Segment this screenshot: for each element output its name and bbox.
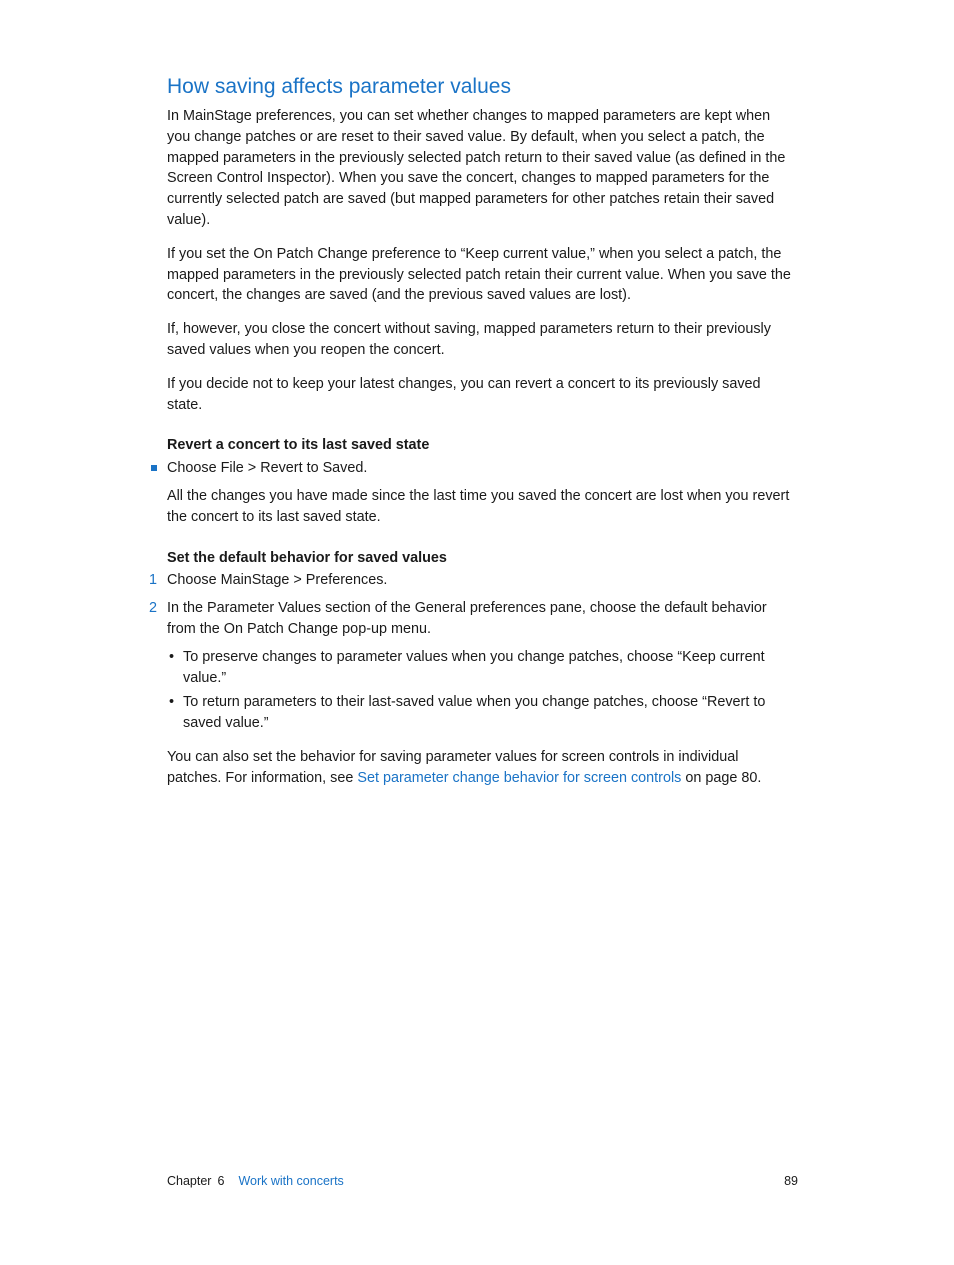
task-step-text: Choose File > Revert to Saved. — [167, 460, 368, 477]
bullet-dot-icon: • — [169, 648, 175, 665]
task-heading-revert: Revert a concert to its last saved state — [167, 437, 430, 454]
intro-paragraph-3: If, however, you close the concert without saving, mapped parameters return to their previously saved values when you reopen the concert. — [167, 321, 771, 358]
page-content — [149, 72, 792, 802]
sub-bullet-text: To preserve changes to parameter values when you change patches, choose “Keep current value.” — [183, 648, 765, 686]
task-step-revert — [167, 458, 792, 479]
bullet-dot-icon: • — [169, 694, 175, 711]
sub-bullet-revert — [169, 692, 792, 734]
task-step-1 — [149, 570, 792, 591]
closing-text-after: on page 80. — [681, 769, 762, 786]
footer-page-number: 89 — [784, 1174, 798, 1188]
sub-bullet-keep — [169, 647, 792, 689]
cross-reference-link[interactable]: Set parameter change behavior for screen controls — [357, 769, 682, 786]
task-heading-default-behavior: Set the default behavior for saved values — [167, 549, 447, 566]
closing-text-before: You can also set the behavior for saving parameter values for screen controls in individual patches. For information, see — [167, 748, 739, 786]
task-note-revert: All the changes you have made since the last time you saved the concert are lost when you revert the concert to its last saved state. — [167, 487, 790, 525]
footer-chapter-title-link[interactable]: Work with concerts — [238, 1174, 344, 1188]
intro-paragraph-4: If you decide not to keep your latest changes, you can revert a concert to its previously saved state. — [167, 375, 761, 413]
step-text: In the Parameter Values section of the General preferences pane, choose the default behavior from the On Patch Change pop-up menu. — [167, 600, 767, 637]
step-number: 1 — [149, 572, 158, 589]
footer-chapter-number: 6 — [217, 1174, 225, 1188]
square-bullet-icon — [151, 465, 157, 471]
step-number: 2 — [149, 600, 158, 617]
section-title: How saving affects parameter values — [167, 75, 511, 98]
closing-paragraph — [167, 747, 792, 789]
intro-paragraph-2: If you set the On Patch Change preference to “Keep current value,” when you select a patch, the mapped parameters in the previously selected patch retain their current value. When you save the concert, the changes are saved (and the previous saved values are lost). — [167, 245, 791, 304]
page-footer — [167, 1171, 798, 1191]
task-step-2 — [149, 598, 792, 640]
step-text: Choose MainStage > Preferences. — [167, 572, 388, 589]
sub-bullet-text: To return parameters to their last-saved value when you change patches, choose “Revert to saved value.” — [183, 694, 766, 732]
intro-paragraph-1: In MainStage preferences, you can set whether changes to mapped parameters are kept when you change patches or are reset to their saved value. By default, when you select a patch, the mapped parameters in the previously selected patch return to their saved value (as defined in the Screen Control Inspector). When you save the concert, changes to mapped parameters for the currently selected patch are saved (but mapped parameters for other patches retain their saved value). — [167, 108, 786, 228]
footer-chapter-label: Chapter — [167, 1174, 212, 1188]
